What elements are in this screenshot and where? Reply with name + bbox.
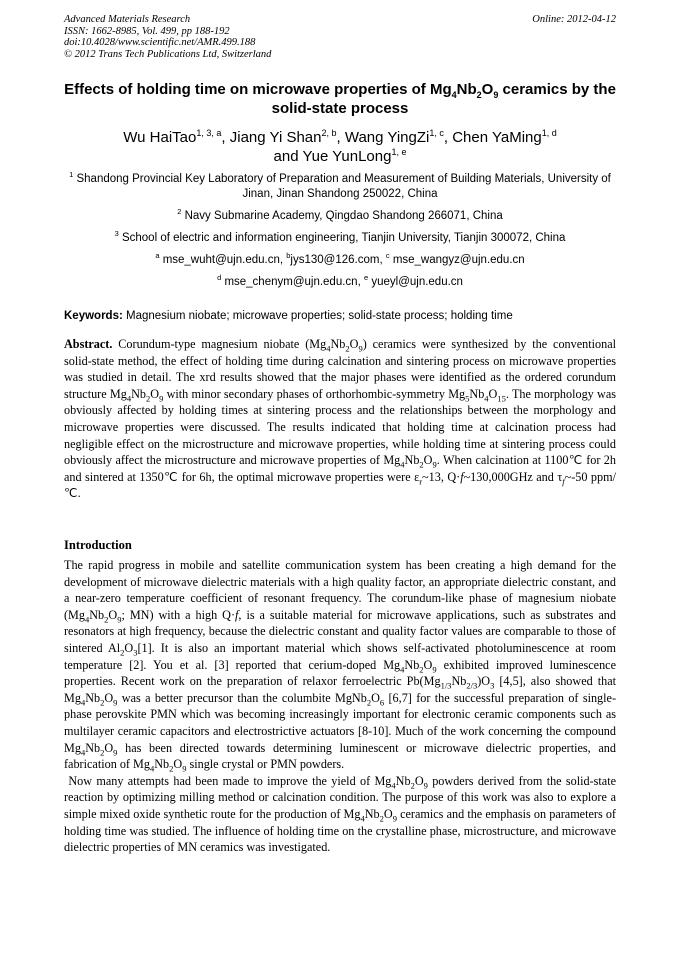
journal-name: Advanced Materials Research (64, 14, 191, 25)
online-date: Online: 2012-04-12 (532, 14, 616, 25)
running-header (64, 14, 616, 60)
affiliations (64, 172, 616, 297)
abstract: Abstract. Corundum-type magnesium niobate $(Mg_4Nb_2O_9)$ ceramics were synthesized by the conventional solid-state method, the effect of holding time during calcination and sintering process on microwave properties was studied in detail. The xrd results showed that the major phases were identified as the ordered corundum structure $Mg_4Nb_2O_9$ with minor secondary phases of orthorhombic-symmetry $Mg_5Nb_4O_{15}$. The morphology was obviously affected by holding times at sintering process and the relationships between the morphology and microwave properties were discussed. The results indicated that holding time at calcination process had negligible effect on the microstructure and microwave properties, while holding time at sintering process could obviously affect the microstructure and microwave properties of $Mg_4Nb_2O_9$. When calcination at 1100℃ for 2h and sintered at 1350℃ for 6h, the optimal microwave properties were $\varepsilon_r\sim 13$, Q·f~130,000GHz and $\tau_f\sim-50$ ppm/℃. (64, 337, 616, 501)
author-name: Jiang Yi Shan (229, 129, 322, 146)
abstract-label: Abstract. (64, 337, 113, 351)
author-name: Chen YaMing (452, 129, 542, 146)
author-list: Wu HaiTao$^{1, 3, a}$, Jiang Yi Shan$^{2, b}$, Wang YingZi$^{1, c}$, Chen YaMing$^{1, d}$ and Yue YunLong$^{1, e}$ (123, 128, 557, 165)
affiliation: $^3$ School of electric and information engineering, Tianjin University, Tianjin 300072, China (114, 229, 566, 244)
doi-line: doi:10.4028/www.scientific.net/AMR.499.188 (64, 37, 256, 48)
issn-line: ISSN: 1662-8985, Vol. 499, pp 188-192 (64, 25, 230, 37)
author-name: Yue YunLong (302, 148, 392, 165)
keywords-label: Keywords: (64, 310, 123, 322)
email-line: $^d$ mse_chenym@ujn.edu.cn, $^e$ yueyl@ujn.edu.cn (217, 273, 463, 288)
introduction-text (64, 557, 616, 856)
keywords: Keywords: Magnesium niobate; microwave properties; solid-state process; holding time (64, 310, 513, 322)
paragraph: The rapid progress in mobile and satellite communication system has been creating a high demand for the development of microwave dielectric materials with a high quality factor, an appropriate dielectric constant, and a near-zero temperature coefficient of resonant frequency. The corundum-like phase of magnesium niobate ($Mg_4Nb_2O_9$; MN) with a high Q·f, is a suitable material for microwave applications, such as substrates and resonators at high frequency, because the dielectric constant and quality factor values are comparable to those of sintered $Al_2O_3[1]$. It is also an important material which shows self-activated photoluminescence at room temperature [2]. You et al. [3] reported that cerium-doped $Mg_4Nb_2O_9$ exhibited improved luminescence properties. Recent work on the preparation of relaxor ferroelectric $Pb(Mg_{1/3}Nb_{2/3})O_3$ [4,5], also showed that $Mg_4Nb_2O_9$ was a better precursor than the columbite $MgNb_2O_6$ [6,7] for the successful preparation of single-phase perovskite PMN which was becoming increasingly important for electronic ceramic components such as multilayer ceramic capacitors and electrostrictive actuators [8-10]. Much of the work concerning the compound $Mg_4Nb_2O_9$ has been directed towards determining luminescent or microwave dielectric properties, and fabrication of $Mg_4Nb_2O_9$ single crystal or PMN powders. (64, 558, 617, 774)
paragraph: Now many attempts had been made to improve the yield of $Mg_4Nb_2O_9$ powders derived from the solid-state reaction by optimizing milling method or calcination condition. The purpose of this work was also to explore a simple mixed oxide synthetic route for the production of $Mg_4Nb_2O_9$ ceramics and the emphasis on parameters of holding time was studied. The influence of holding time on the crystalline phase, microstructure, and microwave dielectric properties of MN ceramics was investigated. (64, 773, 617, 855)
paper-title: Effects of holding time on microwave properties of $Mg_4Nb_2O_9$ ceramics by the solid-state process (64, 81, 616, 117)
author-name: Wang YingZi (344, 129, 430, 146)
copyright-line: © 2012 Trans Tech Publications Ltd, Switzerland (64, 48, 272, 60)
author-name: Wu HaiTao (123, 129, 197, 146)
affiliation: $^2$ Navy Submarine Academy, Qingdao Shandong 266071, China (177, 207, 503, 222)
section-heading: Introduction (64, 538, 132, 552)
email-line: $^a$ mse_wuht@ujn.edu.cn, $^b$jys130@126.com, $^c$ mse_wangyz@ujn.edu.cn (155, 251, 525, 266)
affiliation: $^1$ Shandong Provincial Key Laboratory of Preparation and Measurement of Building Materials, University of Jinan, Jinan Shandong 250022, China (69, 170, 611, 200)
